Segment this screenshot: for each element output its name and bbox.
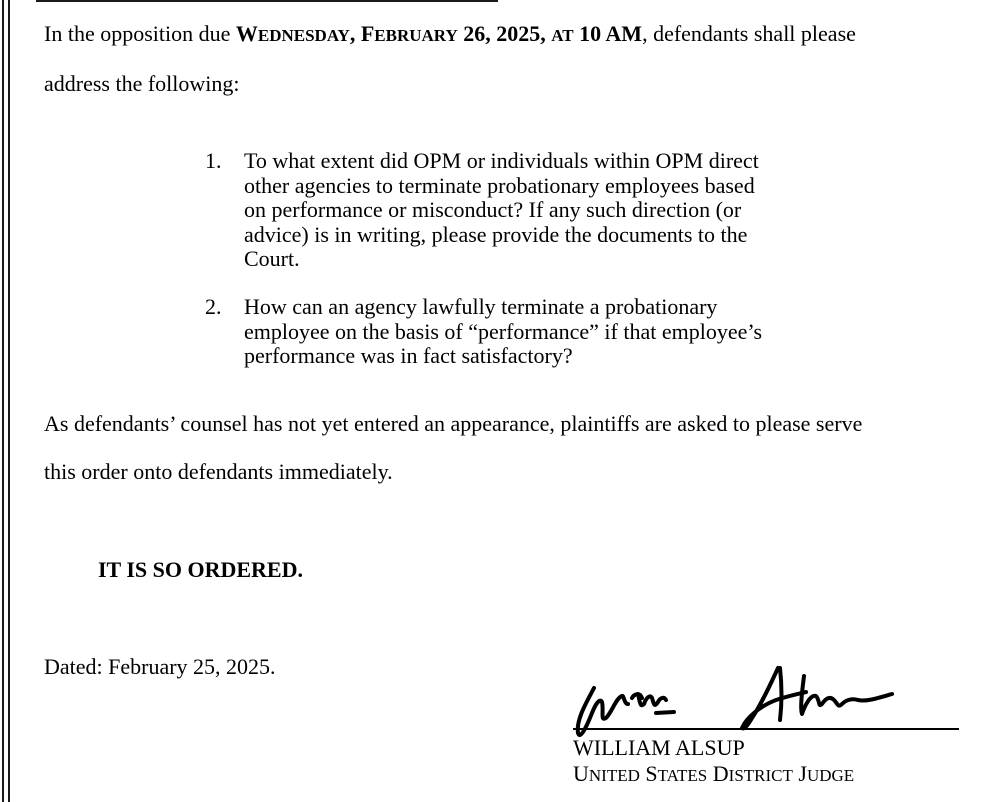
left-margin-rule-inner [8,0,10,802]
list-number: 2. [205,294,222,319]
top-rule [36,0,498,2]
judge-title: UNITED STATES DISTRICT JUDGE [573,761,855,786]
opening-paragraph: In the opposition due WEDNESDAY, FEBRUARY 26, 2025, AT 10 AM, defendants shall please address the following: [44,21,856,96]
question-list [205,149,845,272]
service-paragraph: As defendants’ counsel has not yet entered an appearance, plaintiffs are asked to please serve this order onto defendants immediately. [44,411,863,484]
signature-line [573,728,959,730]
list-item: 2. How can an agency lawfully terminate a probationary employee on the basis of “performance” if that employee’s performance was in fact satisfactory? [205,294,763,368]
list-number: 1. [205,148,222,173]
due-date: WEDNESDAY, FEBRUARY 26, 2025, AT 10 AM [235,21,643,46]
dated-line: Dated: February 25, 2025. [44,654,276,679]
so-ordered-heading: IT IS SO ORDERED. [98,557,303,582]
question-list-continued [205,295,845,369]
left-margin-rule-outer [2,0,4,802]
judge-name: WILLIAM ALSUP [573,735,745,760]
list-item: 1. To what extent did OPM or individuals within OPM direct other agencies to terminate probationary employees based on performance or misconduct? If any such direction (or advice) is in writing, please provide the documents to the Court. [205,148,759,271]
